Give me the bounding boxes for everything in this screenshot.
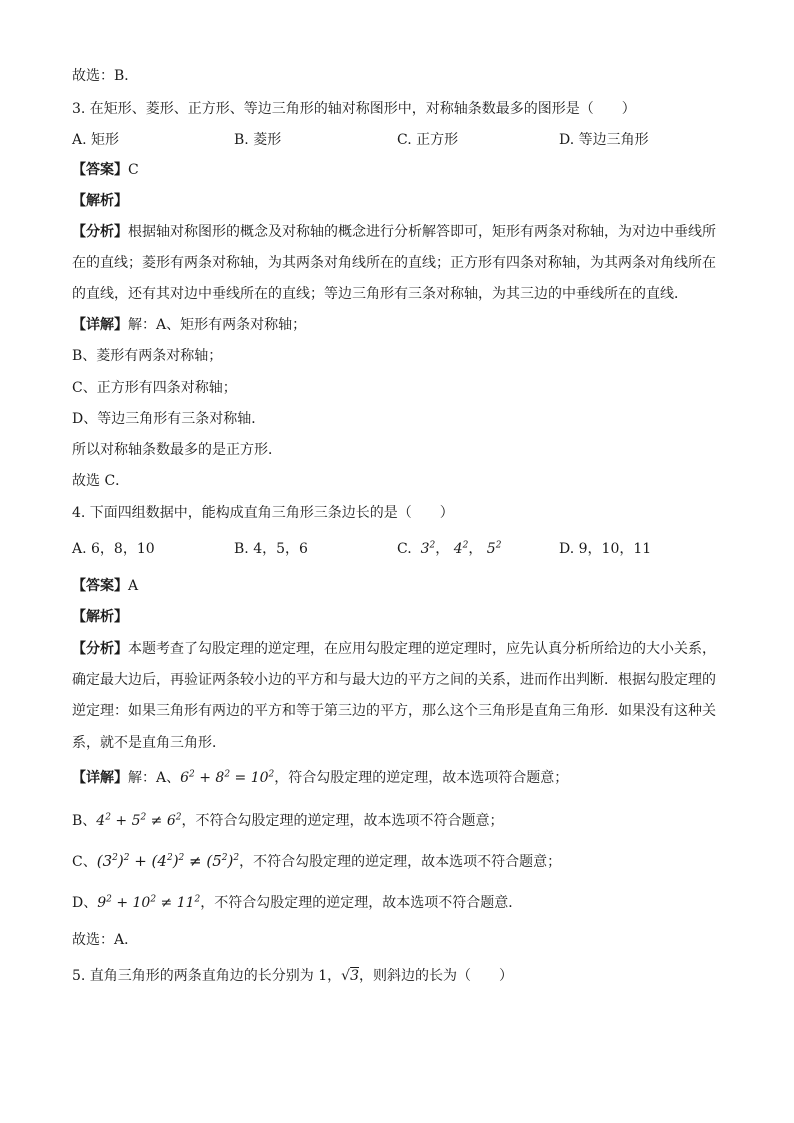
question-4-option-c: C. $3^2$， $4^2$， $5^2$ [397, 540, 502, 557]
question-4-option-d: D. 9，10，11 [559, 541, 652, 557]
question-3-xiangjie-line-5: 所以对称轴条数最多的是正方形． [72, 442, 282, 458]
answer-tag: 【答案】 [72, 578, 128, 594]
question-4-xiangjie-line-b: B、$4^2 + 5^2 \ne 6^2$，不符合勾股定理的逆定理，故本选项不符合题意； [72, 812, 504, 829]
question-5-stem: 5. 直角三角形的两条直角边的长分别为 1，√3，则斜边的长为（ ） [72, 968, 514, 984]
xiangjie-tag: 【详解】 [72, 317, 128, 333]
question-3-xiangjie-line-1: 【详解】解：A、矩形有两条对称轴； [72, 317, 307, 333]
question-4-fenxi-line-3: 逆定理：如果三角形有两边的平方和等于第三边的平方，那么这个三角形是直角三角形．如果没有这种关 [72, 703, 716, 719]
fenxi-tag: 【分析】 [72, 641, 128, 657]
question-4-answer [72, 576, 138, 596]
sqrt-3: √3 [341, 968, 360, 984]
question-4-option-a: A. 6，8，10 [72, 541, 155, 557]
question-4-analysis-tag: 【解析】 [72, 609, 128, 625]
answer-value: C [128, 162, 139, 178]
question-4-conclusion: 故选：A． [72, 932, 139, 948]
question-3-option-d: D. 等边三角形 [559, 132, 649, 148]
fenxi-tag: 【分析】 [72, 224, 128, 240]
question-3-answer [72, 160, 139, 180]
equation-c: $(3^2)^2 + (4^2)^2 \ne (5^2)^2$ [96, 852, 240, 870]
question-3-stem: 3. 在矩形、菱形、正方形、等边三角形的轴对称图形中，对称轴条数最多的图形是（ ） [72, 101, 636, 117]
question-4-xiangjie-line-c: C、$(3^2)^2 + (4^2)^2 \ne (5^2)^2$，不符合勾股定理的逆定理，故本选项不符合题意； [72, 852, 562, 870]
question-3-fenxi-line-2: 在的直线；菱形有两条对称轴，为其两条对角线所在的直线；正方形有四条对称轴，为其两条对角线所在 [72, 255, 716, 271]
question-3-analysis-tag: 【解析】 [72, 193, 128, 209]
question-3-option-a: A. 矩形 [72, 132, 120, 148]
question-3-option-b: B. 菱形 [234, 132, 282, 148]
xiangjie-tag: 【详解】 [72, 770, 128, 786]
equation-b: $4^2 + 5^2 \ne 6^2$ [96, 812, 182, 829]
question-4-xiangjie-line-a: 【详解】解：A、$6^2 + 8^2 = 10^2$，符合勾股定理的逆定理，故本选项符合题意； [72, 769, 569, 786]
question-3-xiangjie-line-4: D、等边三角形有三条对称轴． [72, 411, 266, 427]
equation-a: $6^2 + 8^2 = 10^2$ [180, 769, 275, 786]
question-3-fenxi-line-1: 【分析】根据轴对称图形的概念及对称轴的概念进行分析解答即可，矩形有两条对称轴，为对边中垂线所 [72, 224, 716, 240]
equation-d: $9^2 + 10^2 \ne 11^2$ [97, 894, 201, 911]
question-4-stem: 4. 下面四组数据中，能构成直角三角形三条边长的是（ ） [72, 505, 454, 521]
question-3-conclusion: 故选 C． [72, 473, 130, 489]
question-3-option-c: C. 正方形 [397, 132, 459, 148]
question-4-fenxi-line-1: 【分析】本题考查了勾股定理的逆定理，在应用勾股定理的逆定理时，应先认真分析所给边的大小关系， [72, 641, 716, 657]
question-4-fenxi-line-4: 系，就不是直角三角形． [72, 735, 226, 751]
question-4-fenxi-line-2: 确定最大边后，再验证两条较小边的平方和与最大边的平方之间的关系，进而作出判断．根据勾股定理的 [72, 672, 716, 688]
question-4-option-b: B. 4，5，6 [234, 541, 308, 557]
question-3-fenxi-line-3: 的直线，还有其对边中垂线所在的直线；等边三角形有三条对称轴，为其三边的中垂线所在的直线． [72, 286, 688, 302]
prev-conclusion: 故选：B． [72, 68, 139, 84]
question-3-xiangjie-line-3: C、正方形有四条对称轴； [72, 380, 237, 396]
question-4-xiangjie-line-d: D、$9^2 + 10^2 \ne 11^2$，不符合勾股定理的逆定理，故本选项不符合题意． [72, 894, 523, 911]
question-3-xiangjie-line-2: B、菱形有两条对称轴； [72, 348, 223, 364]
answer-tag: 【答案】 [72, 162, 128, 178]
answer-value: A [128, 578, 139, 594]
